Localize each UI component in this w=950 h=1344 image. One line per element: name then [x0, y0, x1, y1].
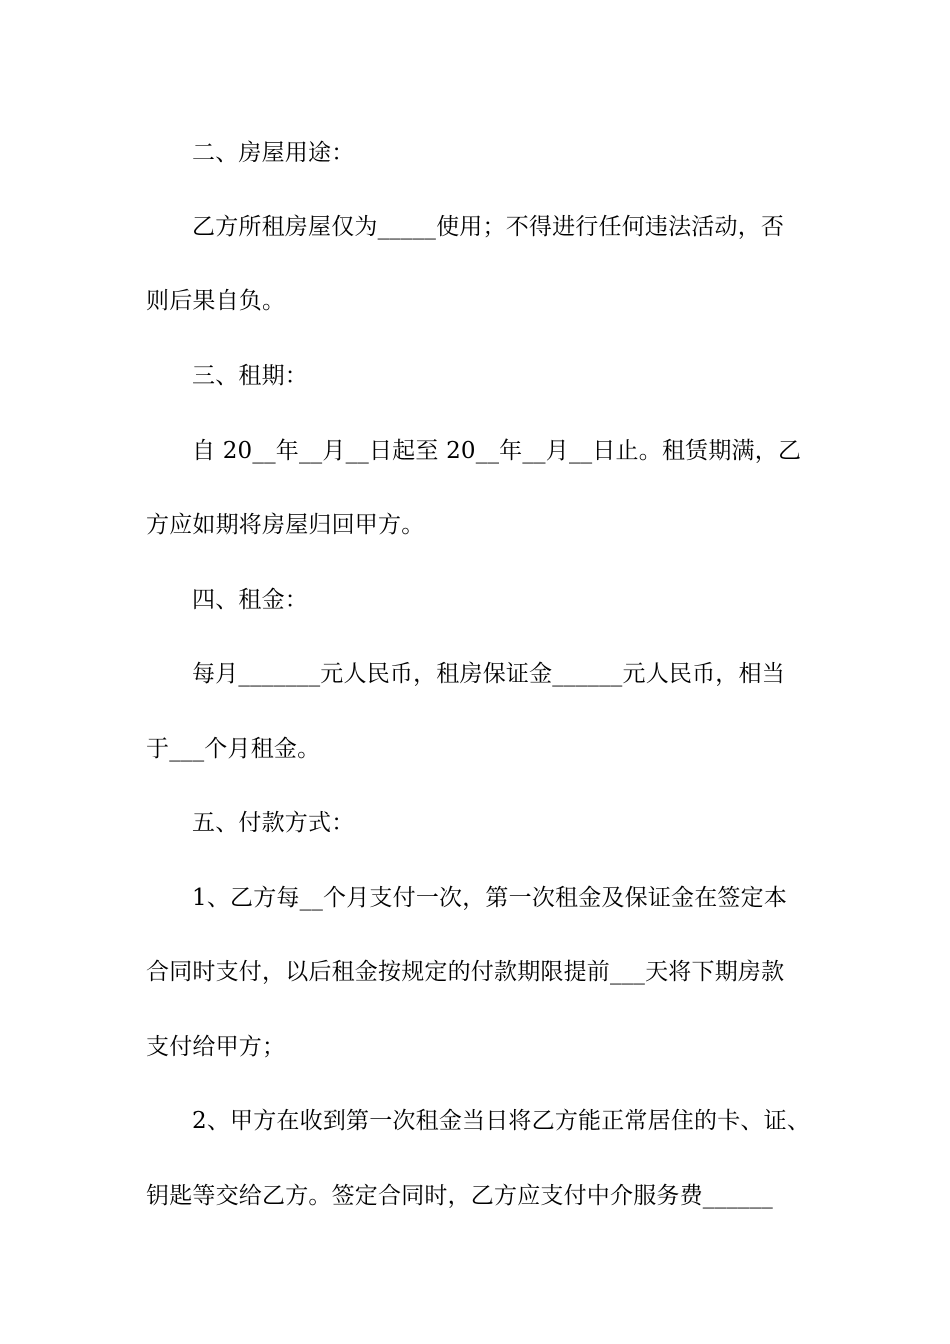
section-heading-term: 三、租期：: [192, 363, 308, 389]
section-heading-payment: 五、付款方式：: [192, 810, 355, 836]
paragraph-line: 方应如期将房屋归回甲方。: [146, 512, 425, 538]
paragraph-line: 1、乙方每__个月支付一次，第一次租金及保证金在签定本: [192, 885, 788, 911]
section-heading-rent: 四、租金：: [192, 587, 308, 613]
paragraph-line: 钥匙等交给乙方。签定合同时，乙方应支付中介服务费______: [146, 1183, 773, 1209]
section-heading-usage: 二、房屋用途：: [192, 140, 355, 166]
paragraph-line: 则后果自负。: [146, 288, 286, 314]
paragraph-line: 2、甲方在收到第一次租金当日将乙方能正常居住的卡、证、: [192, 1108, 811, 1134]
paragraph-line: 于___个月租金。: [146, 736, 321, 762]
paragraph-line: 每月_______元人民币，租房保证金______元人民币，相当: [192, 661, 785, 687]
paragraph-line: 乙方所租房屋仅为_____使用；不得进行任何违法活动，否: [192, 214, 785, 240]
paragraph-line: 支付给甲方；: [146, 1034, 286, 1060]
paragraph-line: 自 20__年__月__日起至 20__年__月__日止。租赁期满，乙: [192, 438, 802, 464]
paragraph-line: 合同时支付，以后租金按规定的付款期限提前___天将下期房款: [146, 959, 785, 985]
